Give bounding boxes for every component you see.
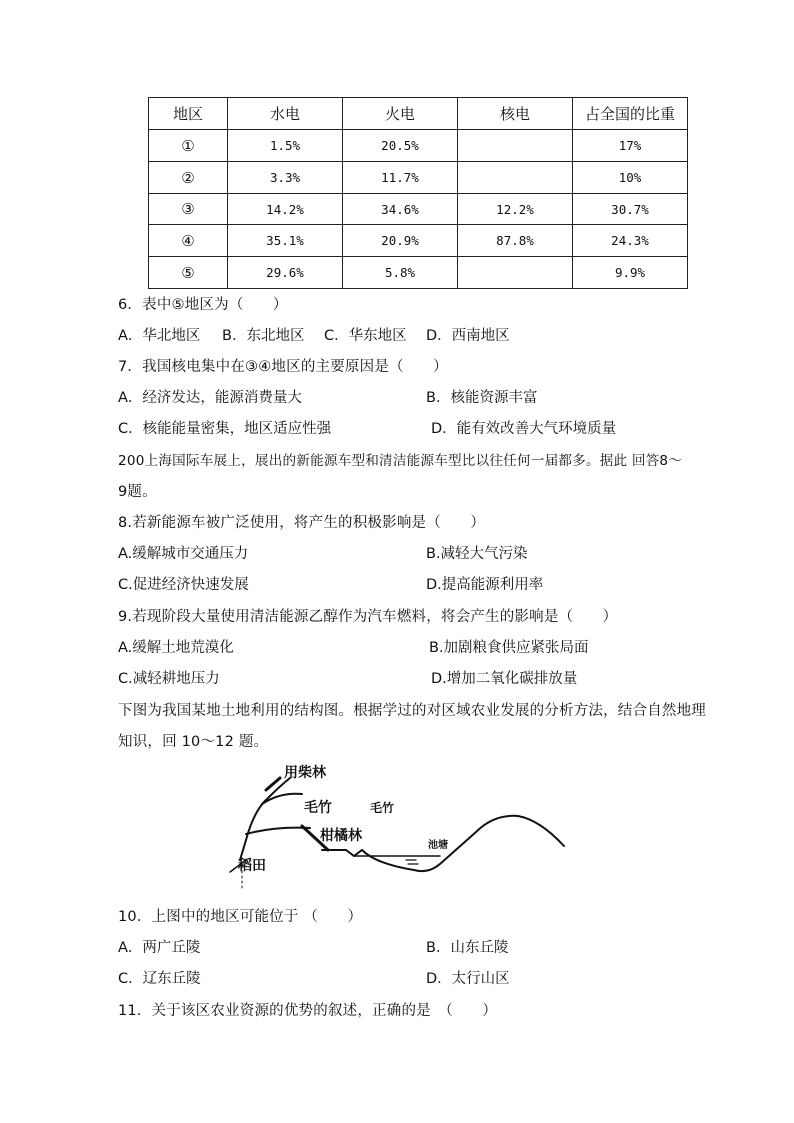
table-row [149, 194, 688, 225]
nuclear-cell: 87.8% [458, 225, 573, 257]
q7-option-d: D．能有效改善大气环境质量 [431, 421, 617, 437]
water-symbol [406, 860, 418, 864]
q9-option-c: C.减轻耕地压力 [118, 671, 220, 687]
thermal-cell: 20.9% [343, 225, 458, 257]
q10-option-c: C．辽东丘陵 [118, 971, 201, 987]
table-header-row [149, 98, 688, 130]
q8-option-b: B.减轻大气污染 [426, 546, 528, 562]
question-6-stem: 6．表中⑤地区为（ ） [118, 297, 288, 313]
power-table [148, 97, 688, 289]
label-citrus: 柑橘林 [320, 828, 362, 844]
q7-option-b: B．核能资源丰富 [426, 390, 538, 406]
intro-10-12-line1: 下图为我国某地土地利用的结构图。根据学过的对区域农业发展的分析方法，结合自然地理 [118, 703, 706, 719]
table-header-cell: 占全国的比重 [573, 98, 688, 130]
nuclear-cell: 12.2% [458, 194, 573, 225]
q6-option-a: A．华北地区 [118, 328, 201, 344]
nuclear-cell [458, 257, 573, 289]
q6-option-b: B．东北地区 [222, 328, 305, 344]
question-8-stem: 8.若新能源车被广泛使用，将产生的积极影响是（ ） [118, 515, 486, 531]
q8-option-d: D.提高能源利用率 [426, 577, 544, 593]
hydro-cell: 1.5% [228, 130, 343, 162]
q9-option-a: A.缓解土地荒漠化 [118, 640, 234, 656]
thermal-cell: 11.7% [343, 162, 458, 194]
intro-8-9-line2: 9题。 [118, 484, 157, 500]
hydro-cell: 35.1% [228, 225, 343, 257]
label-pond: 池塘 [428, 840, 448, 851]
question-10-stem: 10．上图中的地区可能位于 （ ） [118, 909, 363, 925]
table-header-cell: 火电 [343, 98, 458, 130]
nuclear-cell [458, 162, 573, 194]
share-cell: 30.7% [573, 194, 688, 225]
intro-8-9-line1: 200上海国际车展上，展出的新能源车型和清洁能源车型比以往任何一届都多。据此 回答8～ [118, 453, 683, 469]
table-row [149, 225, 688, 257]
question-11-stem: 11．关于该区农业资源的优势的叙述，正确的是 （ ） [118, 1003, 498, 1019]
region-cell: ② [149, 162, 228, 194]
label-bamboo-2: 毛竹 [370, 801, 395, 815]
q10-option-d: D．太行山区 [426, 971, 510, 987]
q7-option-c: C．核能能量密集，地区适应性强 [118, 421, 332, 437]
q9-option-d: D.增加二氧化碳排放量 [431, 671, 578, 687]
q6-option-c: C．华东地区 [324, 328, 407, 344]
thermal-cell: 20.5% [343, 130, 458, 162]
hydro-cell: 14.2% [228, 194, 343, 225]
q10-option-a: A．两广丘陵 [118, 940, 201, 956]
region-cell: ① [149, 130, 228, 162]
share-cell: 24.3% [573, 225, 688, 257]
region-cell: ③ [149, 194, 228, 225]
table-row [149, 162, 688, 194]
table-header-cell: 地区 [149, 98, 228, 130]
land-use-diagram [218, 762, 578, 890]
q6-option-d: D．西南地区 [426, 328, 510, 344]
region-cell: ④ [149, 225, 228, 257]
terrace-middle [246, 828, 310, 834]
intro-10-12-line2: 知识，回 10～12 题。 [118, 734, 269, 750]
label-firewood: 用柴林 [284, 765, 326, 781]
nuclear-cell [458, 130, 573, 162]
table-row [149, 257, 688, 289]
share-cell: 10% [573, 162, 688, 194]
share-cell: 9.9% [573, 257, 688, 289]
share-cell: 17% [573, 130, 688, 162]
q9-option-b: B.加剧粮食供应紧张局面 [429, 640, 589, 656]
thermal-cell: 34.6% [343, 194, 458, 225]
hydro-cell: 3.3% [228, 162, 343, 194]
table-header-cell: 水电 [228, 98, 343, 130]
question-9-stem: 9.若现阶段大量使用清洁能源乙醇作为汽车燃料，将会产生的影响是（ ） [118, 609, 618, 625]
thermal-cell: 5.8% [343, 257, 458, 289]
label-bamboo-1: 毛竹 [304, 800, 332, 816]
hydro-cell: 29.6% [228, 257, 343, 289]
region-cell: ⑤ [149, 257, 228, 289]
label-paddy: 稻田 [238, 858, 266, 874]
q10-option-b: B．山东丘陵 [426, 940, 509, 956]
question-7-stem: 7．我国核电集中在③④地区的主要原因是（ ） [118, 359, 448, 375]
q8-option-a: A.缓解城市交通压力 [118, 546, 249, 562]
table-header-cell: 核电 [458, 98, 573, 130]
table-row [149, 130, 688, 162]
q7-option-a: A．经济发达，能源消费量大 [118, 390, 302, 406]
q8-option-c: C.促进经济快速发展 [118, 577, 249, 593]
